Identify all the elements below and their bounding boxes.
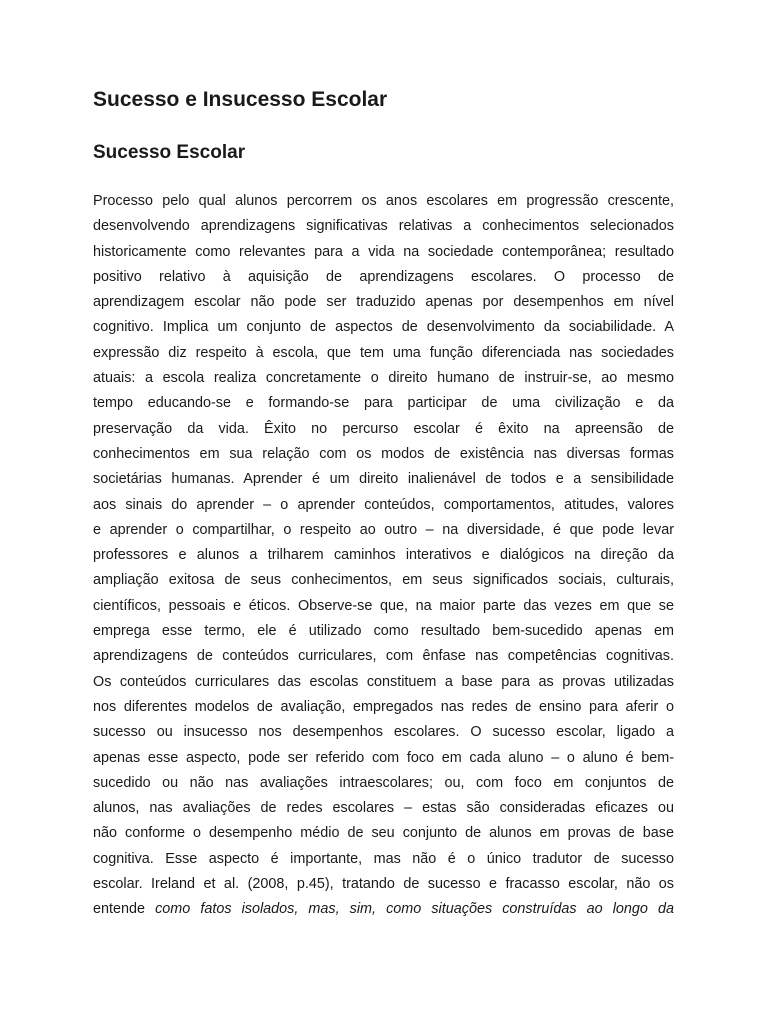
paragraph-line: Os conteúdos curriculares das escolas constituem a base para as provas utilizadas (93, 673, 674, 690)
paragraph-line: aprendizagem escolar não pode ser traduzido apenas por desempenhos em nível (93, 294, 674, 311)
paragraph-line: atuais: a escola realiza concretamente o direito humano de instruir-se, ao mesmo (93, 370, 674, 387)
paragraph-line: emprega esse termo, ele é utilizado como resultado bem-sucedido apenas em (93, 623, 674, 640)
paragraph-line: sucesso ou insucesso nos desempenhos escolares. O sucesso escolar, ligado a (93, 724, 674, 741)
paragraph-line: apenas esse aspecto, pode ser referido com foco em cada aluno – o aluno é bem- (93, 749, 674, 766)
paragraph-line: cognitivo. Implica um conjunto de aspectos de desenvolvimento da sociabilidade. A (93, 319, 674, 336)
italic-quote: como fatos isolados, mas, sim, como situações construídas ao longo da (155, 901, 674, 918)
section-heading: Sucesso Escolar (93, 142, 246, 163)
paragraph-line: professores e alunos a trilharem caminhos interativos e dialógicos na direção da (93, 547, 674, 564)
paragraph-line: desenvolvendo aprendizagens significativas relativas a conhecimentos selecionados (93, 218, 674, 235)
paragraph-line: escolar. Ireland et al. (2008, p.45), tratando de sucesso e fracasso escolar, não os (93, 876, 674, 893)
paragraph-line: societárias humanas. Aprender é um direito inalienável de todos e a sensibilidade (93, 471, 674, 488)
body-paragraph (93, 189, 674, 923)
paragraph-line: cognitiva. Esse aspecto é importante, mas não é o único tradutor de sucesso (93, 850, 674, 867)
paragraph-line: expressão diz respeito à escola, que tem uma função diferenciada nas sociedades (93, 344, 674, 361)
paragraph-line: positivo relativo à aquisição de aprendizagens escolares. O processo de (93, 268, 674, 285)
paragraph-line: não conforme o desempenho médio de seu conjunto de alunos em provas de base (93, 825, 674, 842)
last-line-prefix: entende (93, 901, 156, 918)
paragraph-line: historicamente como relevantes para a vida na sociedade contemporânea; resultado (93, 243, 674, 260)
paragraph-line: aprendizagens de conteúdos curriculares, com ênfase nas competências cognitivas. (93, 648, 674, 665)
paragraph-line: conhecimentos em sua relação com os modos de existência nas diversas formas (93, 445, 674, 462)
document-title: Sucesso e Insucesso Escolar (93, 88, 388, 111)
paragraph-line: ampliação exitosa de seus conhecimentos, em seus significados sociais, culturais, (93, 572, 674, 589)
paragraph-line-last (93, 897, 674, 922)
paragraph-line: científicos, pessoais e éticos. Observe-se que, na maior parte das vezes em que se (93, 597, 674, 614)
paragraph-line: nos diferentes modelos de avaliação, empregados nas redes de ensino para aferir o (93, 698, 674, 715)
paragraph-line: e aprender o compartilhar, o respeito ao outro – na diversidade, é que pode levar (93, 521, 674, 538)
paragraph-line: tempo educando-se e formando-se para participar de uma civilização e da (93, 395, 674, 412)
paragraph-line: aos sinais do aprender – o aprender conteúdos, comportamentos, atitudes, valores (93, 496, 674, 513)
paragraph-line: sucedido ou não nas avaliações intraescolares; ou, com foco em conjuntos de (93, 774, 674, 791)
paragraph-line: Processo pelo qual alunos percorrem os anos escolares em progressão crescente, (93, 193, 674, 209)
paragraph-line: alunos, nas avaliações de redes escolares – estas são consideradas eficazes ou (93, 800, 674, 817)
paragraph-line: preservação da vida. Êxito no percurso escolar é êxito na apreensão de (93, 420, 674, 437)
